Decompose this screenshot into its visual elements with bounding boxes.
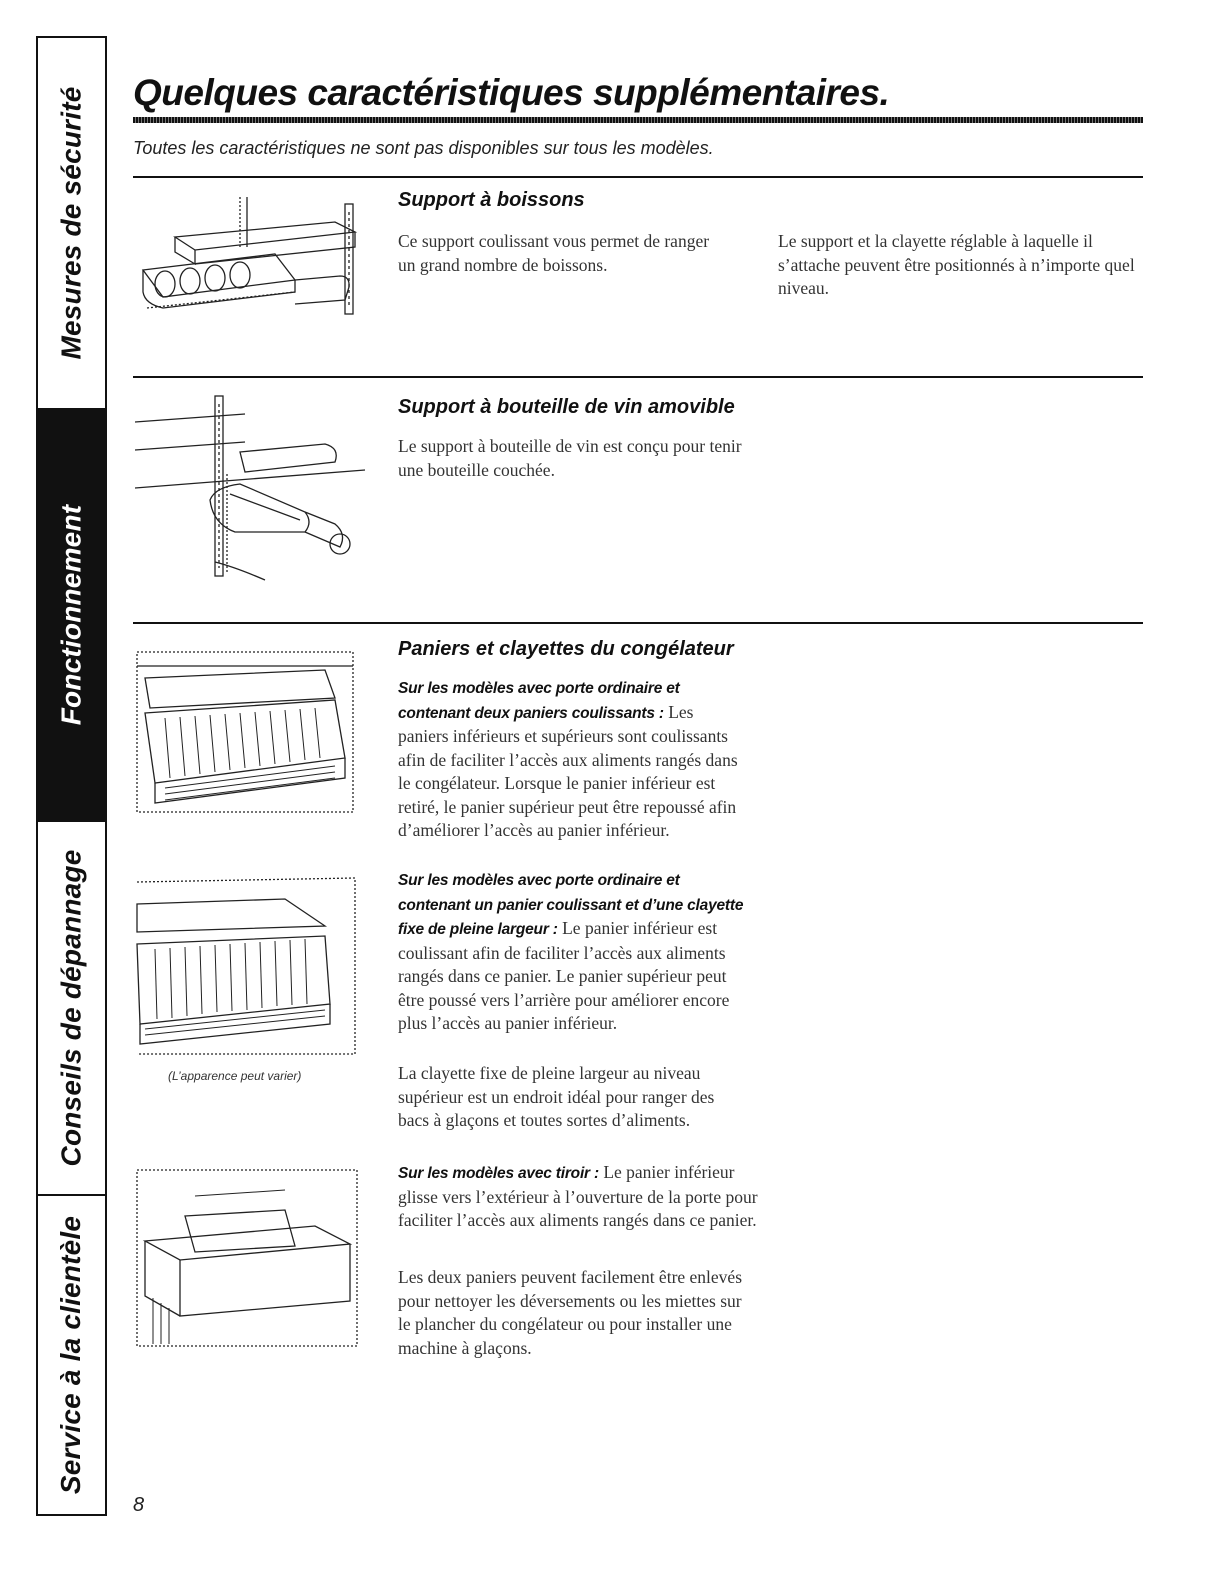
section-divider [133, 176, 1143, 178]
tab-mesures-de-securite[interactable] [38, 38, 105, 408]
freezer-two-baskets-illustration [135, 638, 360, 818]
freezer-paragraph-4 [398, 1161, 758, 1233]
wine-text: Le support à bouteille de vin est conçu pour tenir une bouteille couchée. [398, 436, 742, 480]
section-divider [133, 376, 1143, 378]
page-title: Quelques caractéristiques supplémentaires. [133, 72, 890, 113]
tab-label: Mesures de sécurité [55, 86, 87, 360]
freezer-drawer-illustration [135, 1166, 360, 1351]
paragraph-lead: Sur les modèles avec porte ordinaire et contenant un panier coulissant et d’une clayette fixe de pleine largeur : [398, 872, 744, 938]
tab-service-a-la-clientele[interactable] [38, 1194, 105, 1514]
tab-label: Service à la clientèle [55, 1215, 87, 1495]
illustration-caption: (L’apparence peut varier) [168, 1069, 302, 1083]
paragraph-text: Les paniers inférieurs et supérieurs sont coulissants afin de faciliter l’accès aux aliments rangés dans le congélateur. Lorsque le panier inférieur est retiré, le panier supérieur peut être repoussé afin d’améliorer l’accès au panier inférieur. [398, 701, 738, 840]
freezer-paragraph-3: La clayette fixe de pleine largeur au niveau supérieur est un endroit idéal pour ranger des bacs à glaçons et toutes sortes d’aliments. [398, 1063, 715, 1130]
paragraph-lead: Sur les modèles avec tiroir : [398, 1165, 599, 1182]
section-heading-wine: Support à bouteille de vin amovible [398, 396, 735, 418]
freezer-paragraph-1 [398, 676, 738, 843]
title-underline [133, 117, 1143, 123]
section-heading-freezer: Paniers et clayettes du congélateur [398, 638, 734, 660]
tab-conseils-de-depannage[interactable] [38, 820, 105, 1194]
page-subtitle: Toutes les caractéristiques ne sont pas disponibles sur tous les modèles. [133, 138, 714, 158]
tab-label: Conseils de dépannage [55, 849, 87, 1167]
paragraph-text: Le panier inférieur est coulissant afin de faciliter l’accès aux aliments rangés dans ce panier. Le panier supérieur peut être poussé vers l’arrière pour améliorer encore plus l’accès au panier inférieur. [398, 918, 730, 1033]
freezer-paragraph-5: Les deux paniers peuvent facilement être enlevés pour nettoyer les déversements ou les miettes sur le plancher du congélateur ou pour installer une machine à glaçons. [398, 1267, 743, 1358]
section-sidebar [36, 36, 107, 1516]
tab-label: Fonctionnement [55, 504, 87, 726]
paragraph-lead: Sur les modèles avec porte ordinaire et contenant deux paniers coulissants : [398, 680, 680, 722]
tab-fonctionnement[interactable] [38, 408, 105, 820]
beverage-text-col1: Ce support coulissant vous permet de ranger un grand nombre de boissons. [398, 231, 710, 275]
wine-rack-illustration [135, 392, 370, 582]
freezer-basket-shelf-illustration [135, 874, 360, 1059]
paragraph-text: Le panier inférieur glisse vers l’extérieur à l’ouverture de la porte pour faciliter l’accès aux aliments rangés dans ce panier. [398, 1162, 758, 1230]
freezer-paragraph-2 [398, 868, 753, 1036]
beverage-rack-illustration [135, 192, 370, 322]
section-divider [133, 622, 1143, 624]
beverage-text-col2: Le support et la clayette réglable à laquelle il s’attache peuvent être positionnés à n’importe quel niveau. [778, 231, 1135, 298]
page-number: 8 [133, 1494, 145, 1516]
section-heading-beverage: Support à boissons [398, 189, 585, 211]
